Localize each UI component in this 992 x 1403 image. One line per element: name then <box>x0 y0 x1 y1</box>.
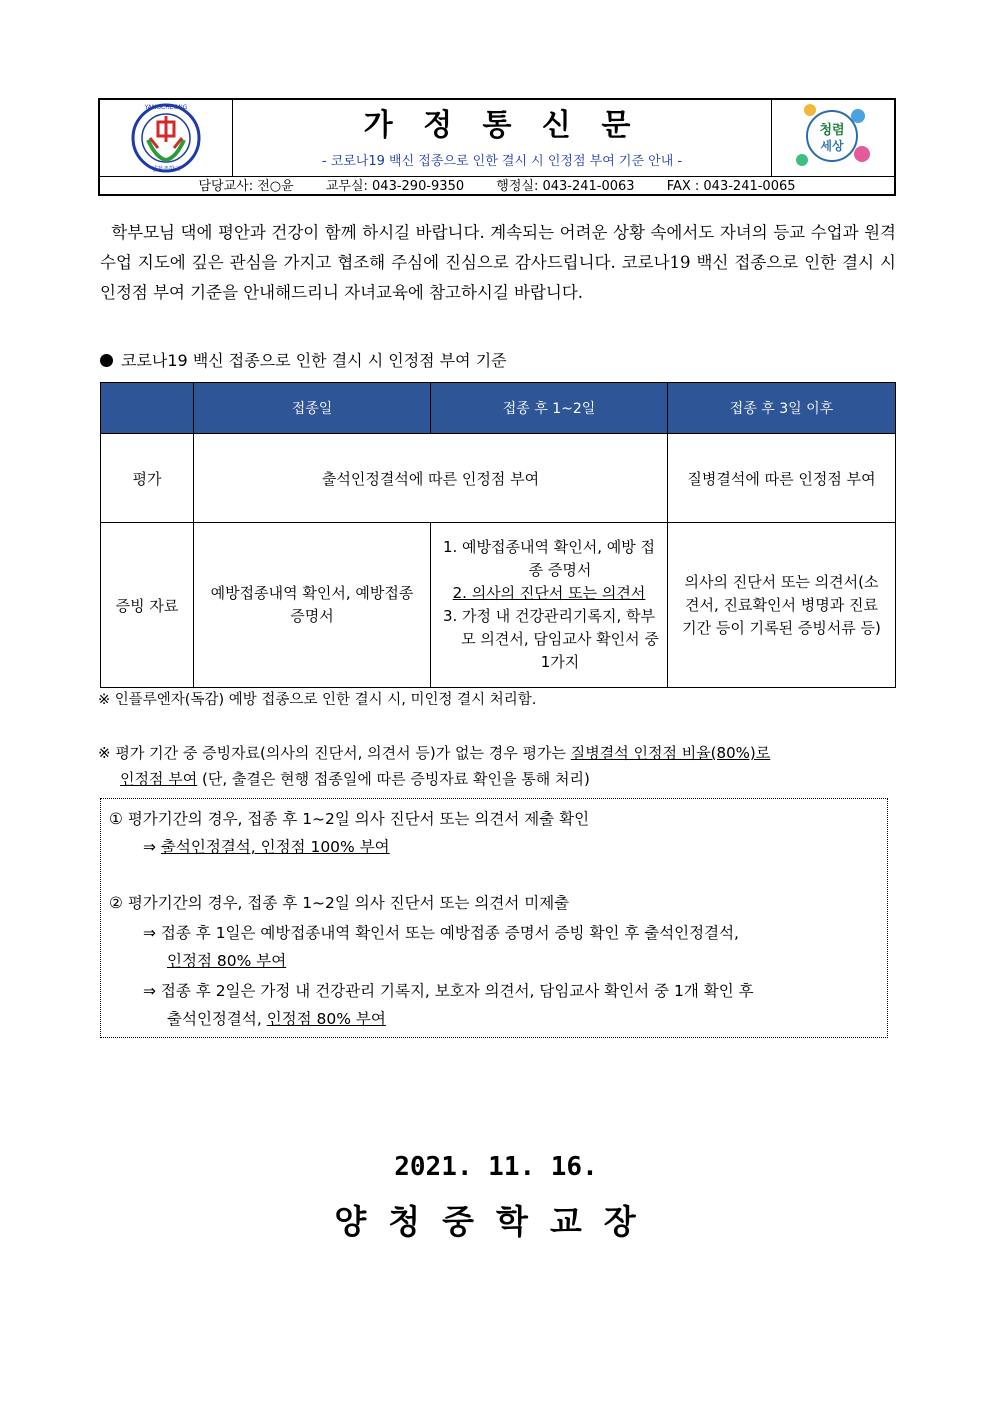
admin-phone: 행정실: 043-241-0063 <box>496 179 635 194</box>
teacher-name: 담당교사: 전○윤 <box>198 179 294 194</box>
logo-bottom-text: 양청중학교 <box>151 166 181 173</box>
contact-info <box>100 177 894 196</box>
cell-eval-attendance: 출석인정결석에 따른 인정점 부여 <box>194 434 668 523</box>
proof-item-3: 3. 가정 내 건강관리기록지, 학부모 의견서, 담임교사 확인서 중 1가지 <box>442 607 659 671</box>
note-text-a-underlined: 질병결석 인정점 비율(80%)로 <box>570 744 771 762</box>
issue-date: 2021. 11. 16. <box>394 1152 598 1182</box>
logo-ring-text: YANGCHEONG <box>144 104 188 111</box>
box-item-2-b-result-a: 출석인정결석, <box>167 1010 267 1028</box>
bullet-icon <box>100 354 113 367</box>
proof-item-1: 1. 예방접종내역 확인서, 예방 접종 증명서 <box>442 538 656 579</box>
newsletter-header <box>98 98 896 196</box>
intro-text: 학부모님 댁에 평안과 건강이 함께 하시길 바랍니다. 계속되는 어려운 상황 속에서도 자녀의 등교 수업과 원격수업 지도에 깊은 관심을 가지고 협조해 주심에 진심으로 감사드립니다. 코로나19 백신 접종으로 인한 결시 시 인정점 부여 기준을 안내해드리니 자녀교육에 참고하시길 바랍니다. <box>100 223 896 302</box>
intro-paragraph <box>100 218 896 308</box>
box-item-2-a: ⇒ 접종 후 1일은 예방접종내역 확인서 또는 예방접종 증명서 증빙 확인 후 출석인정결석, <box>143 924 739 942</box>
section-title-text: 코로나19 백신 접종으로 인한 결시 시 인정점 부여 기준 <box>121 351 507 370</box>
proof-item-2: 2. 의사의 진단서 또는 의견서 <box>452 584 646 602</box>
evaluation-note <box>98 740 896 792</box>
box-item-2: ② 평가기간의 경우, 접종 후 1~2일 의사 진단서 또는 의견서 미제출 <box>109 894 570 912</box>
svg-text:세상: 세상 <box>820 139 844 153</box>
cell-proof-after: 의사의 진단서 또는 의견서(소견서, 진료확인서 병명과 진료기간 등이 기록된 증빙서류 등) <box>668 523 896 688</box>
influenza-note: ※ 인플루엔자(독감) 예방 접종으로 인한 결시 시, 미인정 결시 처리함. <box>98 692 537 708</box>
table-header-day-1-2: 접종 후 1~2일 <box>431 383 668 434</box>
criteria-table <box>100 382 896 688</box>
table-header-row <box>101 383 896 434</box>
box-item-2-b: ⇒ 접종 후 2일은 가정 내 건강관리 기록지, 보호자 의견서, 담임교사 확인서 중 1개 확인 후 <box>143 982 754 1000</box>
cell-proof-1-2 <box>431 523 668 688</box>
box-item-2-b-result-b: 인정점 80% 부여 <box>266 1010 386 1028</box>
fax-number: FAX : 043-241-0065 <box>666 179 796 194</box>
row-label-proof: 증빙 자료 <box>101 523 194 688</box>
cell-proof-day: 예방접종내역 확인서, 예방접종 증명서 <box>194 523 431 688</box>
table-header-empty <box>101 383 194 434</box>
office-phone: 교무실: 043-290-9350 <box>325 179 465 194</box>
table-header-vaccination-day: 접종일 <box>194 383 431 434</box>
school-logo <box>100 100 233 176</box>
box-item-1-result <box>143 833 390 861</box>
box-item-1: ① 평가기간의 경우, 접종 후 1~2일 의사 진단서 또는 의견서 제출 확인 <box>109 810 590 828</box>
integrity-logo <box>771 100 894 176</box>
row-label-evaluation: 평가 <box>101 434 194 523</box>
school-emblem-icon <box>100 100 232 176</box>
cell-eval-sick: 질병결석에 따른 인정점 부여 <box>668 434 896 523</box>
box-item-1-result-text: 출석인정결석, 인정점 100% 부여 <box>160 838 390 856</box>
header-top-row <box>100 100 894 177</box>
section-title <box>100 348 507 371</box>
note-text-a: ※ 평가 기간 중 증빙자료(의사의 진단서, 의견서 등)가 없는 경우 평가는 <box>98 744 571 762</box>
header-title-block <box>233 100 771 176</box>
page-title: 가 정 통 신 문 <box>363 108 641 143</box>
table-row-evaluation <box>101 434 896 523</box>
table-header-day-3-plus: 접종 후 3일 이후 <box>668 383 896 434</box>
note-text-b: (단, 출결은 현행 접종일에 따른 증빙자료 확인을 통해 처리) <box>197 770 590 788</box>
box-item-2-a-result: 인정점 80% 부여 <box>167 952 287 970</box>
svg-text:청렴: 청렴 <box>819 123 845 138</box>
box-item-2-b-result <box>167 1005 386 1033</box>
school-principal: 양청중학교장 <box>334 1202 658 1241</box>
table-row-proof <box>101 523 896 688</box>
arrow-icon: ⇒ <box>143 838 161 856</box>
detail-box <box>100 798 888 1038</box>
note-text-b-underlined: 인정점 부여 <box>120 770 198 788</box>
page-subtitle: - 코로나19 백신 접종으로 인한 결시 시 인정점 부여 기준 안내 - <box>321 154 683 169</box>
integrity-world-icon <box>772 100 894 176</box>
